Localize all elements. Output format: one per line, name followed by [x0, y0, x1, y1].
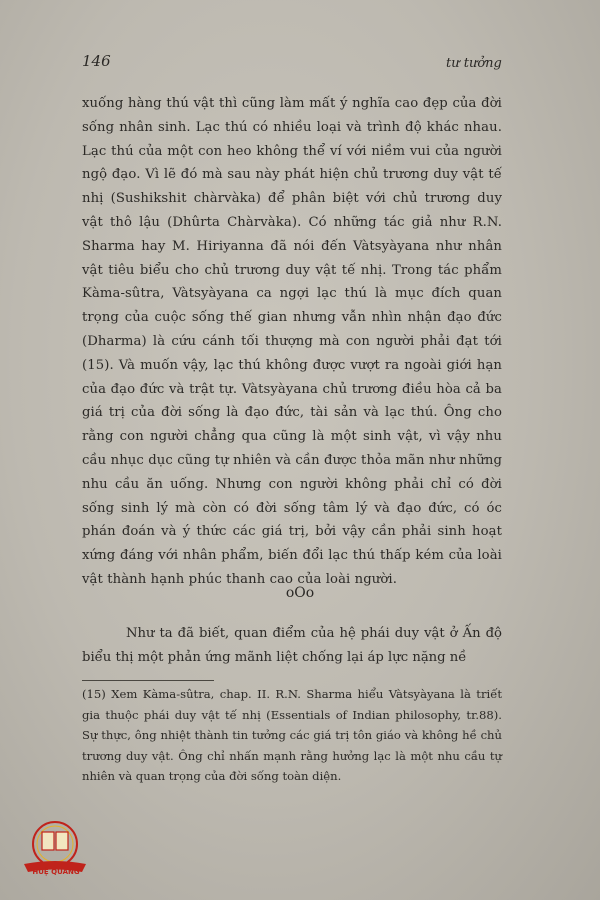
main-text-block-continued	[82, 622, 502, 670]
section-separator: oOo	[285, 585, 315, 601]
footnote	[82, 684, 502, 787]
paragraph: xuống hàng thú vật thì cũng làm mất ý nghĩa cao đẹp của đời sống nhân sinh. Lạc thú có nhiều loại và trình độ khác nhau. Lạc thú của một con heo không thể ví với niềm vui của người ngộ đạo. Vì lẽ đó mà sau này phát hiện chủ trương duy vật tế nhị (Sushikshit chàrvàka) để phân biệt với chủ trương duy vật thô lậu (Dhûrta Chàrvàka). Có những tác giả như R.N. Sharma hay M. Hiriyanna đã nói đến Vàtsyàyana như nhân vật tiêu biểu cho chủ trương duy vật tế nhị. Trong tác phẩm Kàma-sûtra, Vàtsyàyana ca ngợi lạc thú là mục đích quan trọng của cuộc sống thế gian nhưng vẫn nhìn nhận đạo đức (Dharma) là cứu cánh tối thượng mà con người phải đạt tới (15). Và muốn vậy, lạc thú không được vượt ra ngoài giới hạn của đạo đức và trật tự. Vàtsyàyana chủ trương điều hòa cả ba giá trị của đời sống là đạo đức, tài sản và lạc thú. Ông cho rằng con người chẳng qua cũng là một sinh vật, vì vậy nhu cầu nhục dục cũng tự nhiên và cần được thỏa mãn như những nhu cầu ăn uống. Nhưng con người không phải chỉ có đời sống sinh lý mà còn có đời sống tâm lý và đạo đức, có óc phán đoán và ý thức các giá trị, bởi vậy cần phải sinh hoạt xứng đáng với nhân phẩm, biến đổi lạc thú thấp kém của loài vật thành hạnh phúc thanh cao của loài người.	[82, 96, 502, 587]
running-head: tư tưởng	[446, 56, 502, 71]
page-number: 146	[82, 52, 111, 70]
main-text-block	[82, 92, 502, 592]
footnote-text: (15) Xem Kàma-sûtra, chap. II. R.N. Sharma hiểu Vàtsyàyana là triết gia thuộc phái duy vật tế nhị (Essentials of Indian philosophy, tr.88). Sự thực, ông nhiệt thành tin tưởng các giá trị tôn giáo và không hề chủ trương duy vật. Ông chỉ nhấn mạnh rằng hưởng lạc là một nhu cầu tự nhiên và quan trọng của đời sống toàn diện.	[82, 687, 502, 783]
logo-label: HUỆ QUANG	[32, 868, 80, 876]
footnote-divider	[82, 680, 214, 681]
paragraph: Như ta đã biết, quan điểm của hệ phái duy vật ở Ấn độ biểu thị một phản ứng mãnh liệt chống lại áp lực nặng nề	[82, 626, 502, 665]
